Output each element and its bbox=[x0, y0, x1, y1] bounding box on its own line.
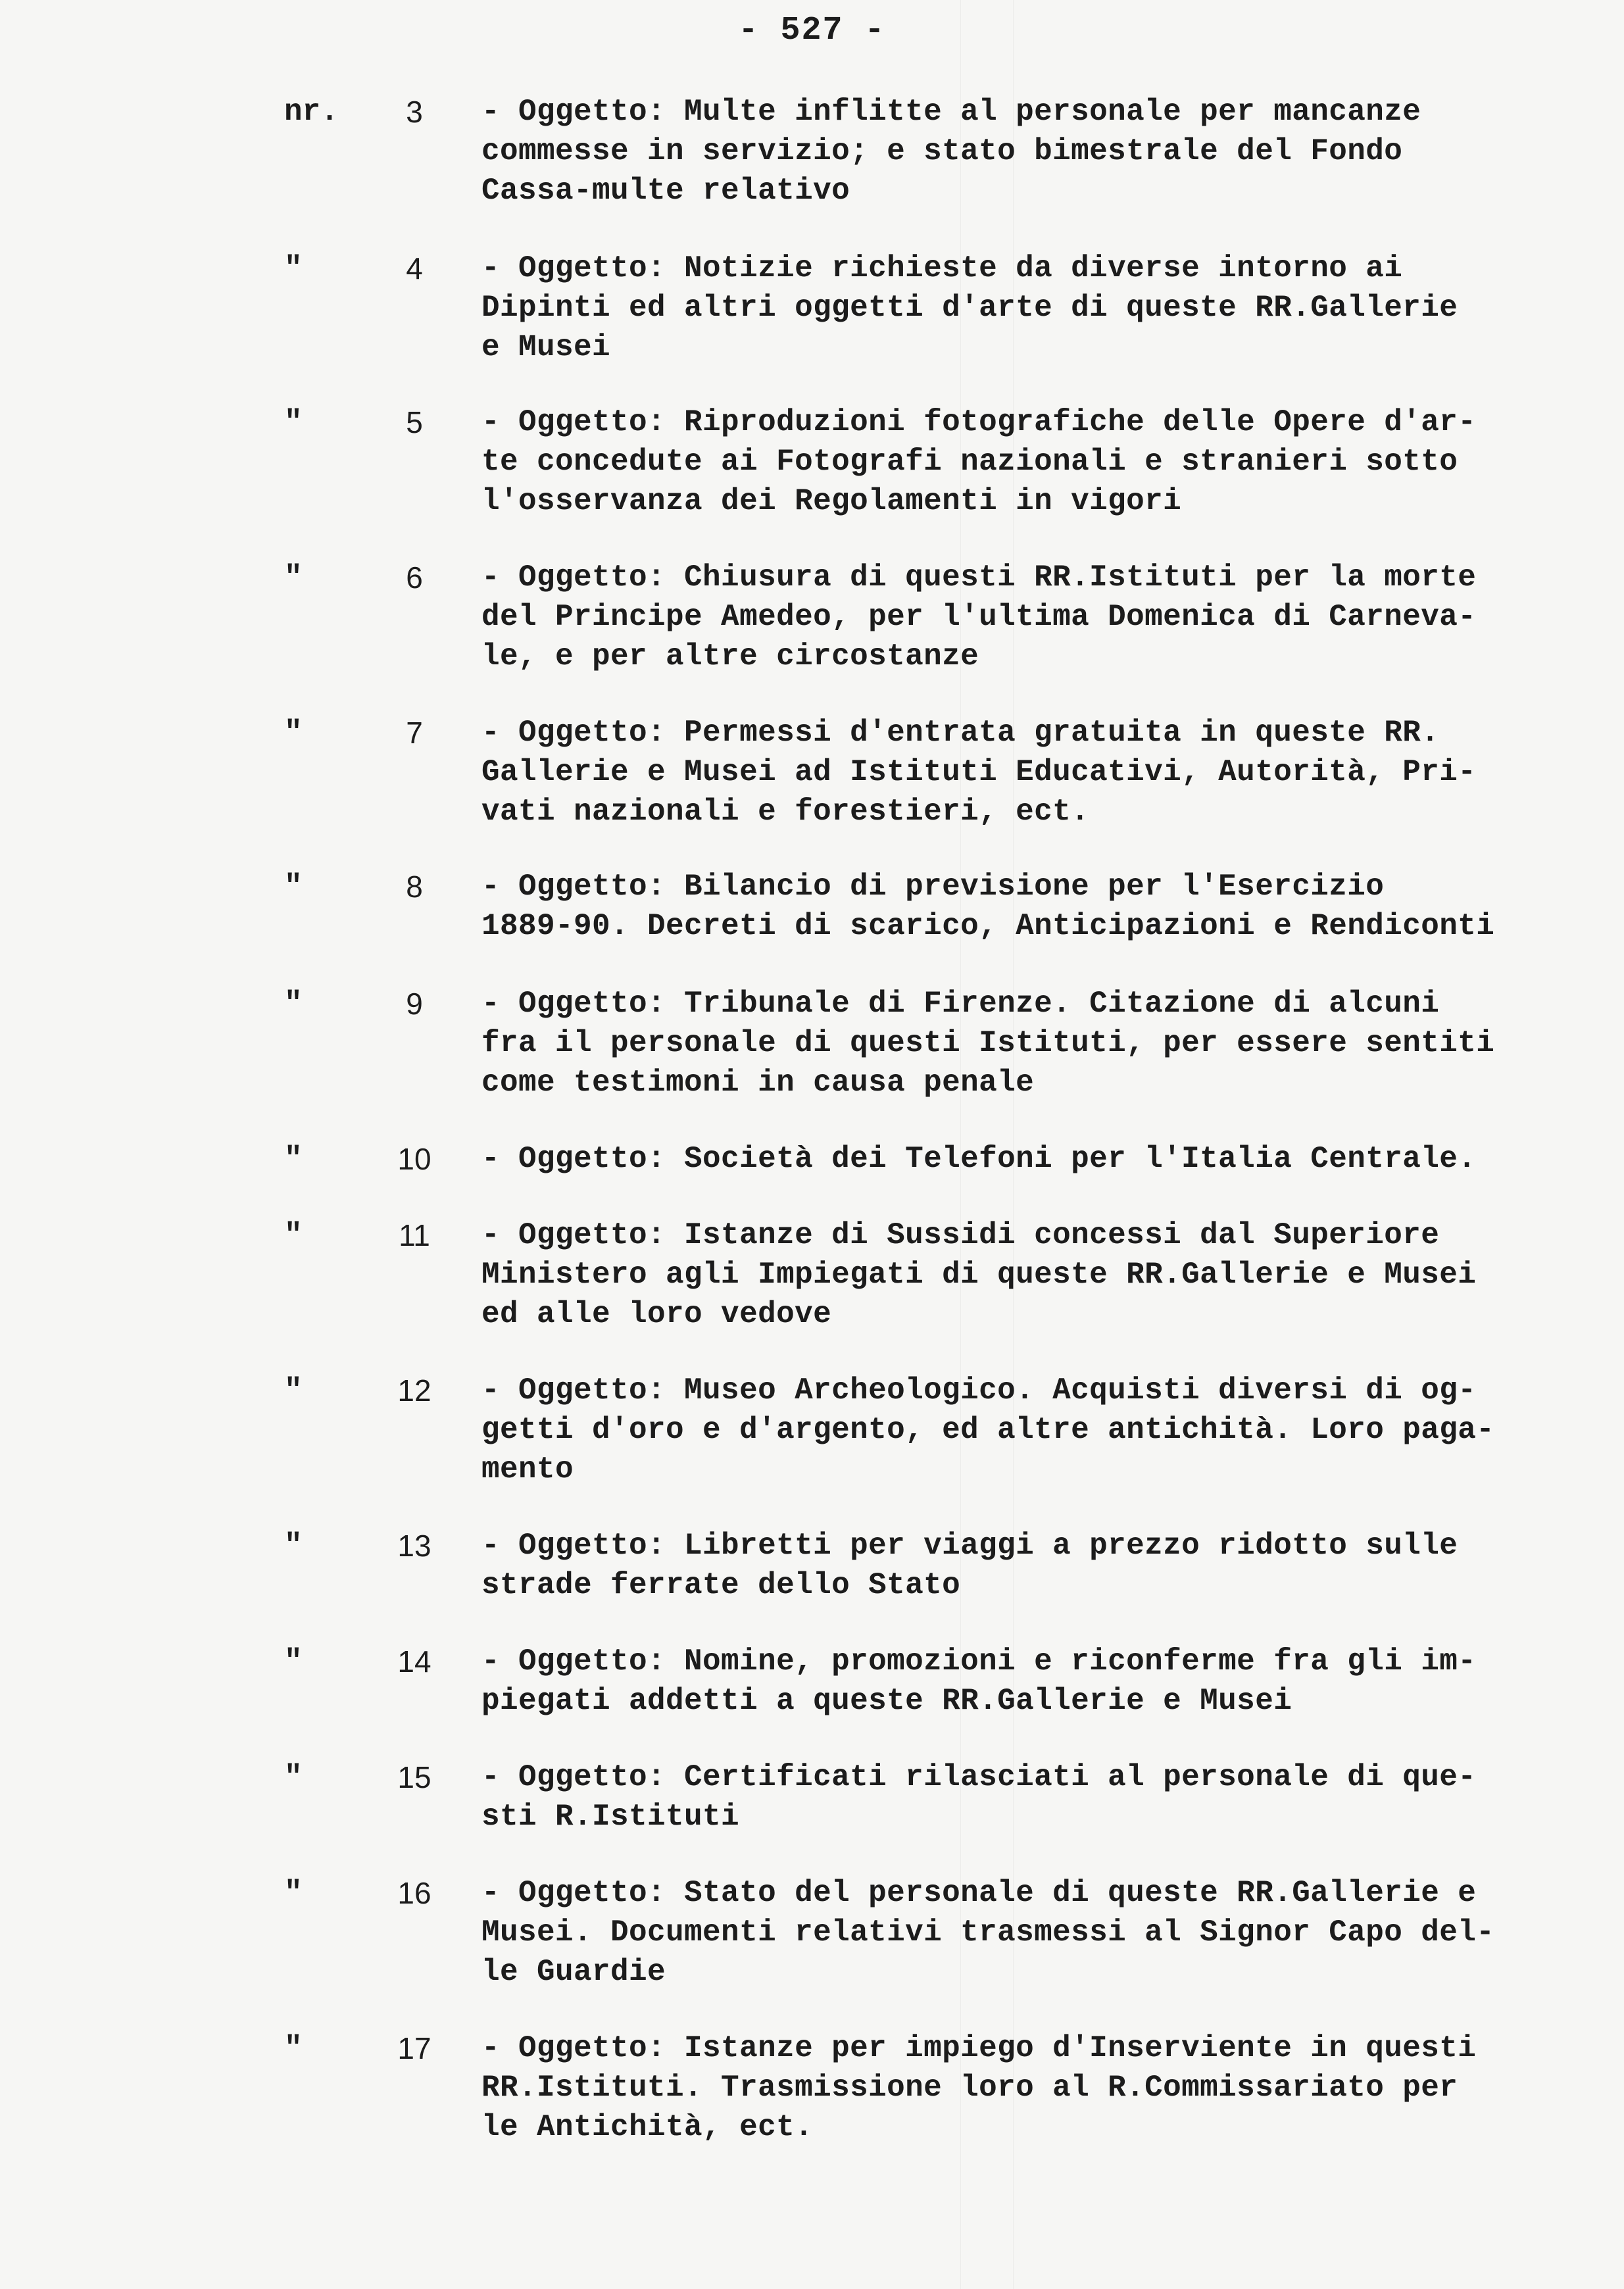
entry-prefix: " bbox=[284, 1644, 303, 1679]
entry-text-line: - Oggetto: Notizie richieste da diverse intorno ai bbox=[481, 251, 1403, 285]
entry-text bbox=[481, 713, 1476, 831]
entry-text-line: - Oggetto: Multe inflitte al personale per mancanze bbox=[481, 95, 1421, 129]
entry-text-line: - Oggetto: Museo Archeologico. Acquisti diversi di og- bbox=[481, 1373, 1477, 1408]
entry-text bbox=[481, 1873, 1494, 1992]
entry-text-line: come testimoni in causa penale bbox=[481, 1066, 1035, 1100]
entry-prefix: " bbox=[284, 405, 303, 439]
entry-text bbox=[481, 2029, 1476, 2147]
entry-text-line: e Musei bbox=[481, 330, 611, 364]
entry-text-line: le Guardie bbox=[481, 1955, 666, 1989]
entry-prefix: " bbox=[284, 560, 303, 595]
entry-number: 10 bbox=[397, 1142, 431, 1176]
entry-text bbox=[481, 867, 1494, 946]
entry-text-line: mento bbox=[481, 1452, 574, 1487]
entry-number: 4 bbox=[406, 251, 423, 285]
entry-text-line: piegati addetti a queste RR.Gallerie e Musei bbox=[481, 1684, 1292, 1718]
entry-number: 14 bbox=[397, 1644, 431, 1679]
entry-prefix: " bbox=[284, 1373, 303, 1408]
entry-number: 8 bbox=[406, 870, 423, 904]
entry-text bbox=[481, 1216, 1476, 1334]
entry-number: 16 bbox=[397, 1876, 431, 1910]
entry-text-line: Cassa-multe relativo bbox=[481, 174, 850, 208]
entry-text bbox=[481, 558, 1476, 676]
entry-prefix: " bbox=[284, 1218, 303, 1252]
entry-text-line: l'osservanza dei Regolamenti in vigori bbox=[481, 484, 1182, 518]
entry-prefix: " bbox=[284, 1876, 303, 1910]
entry-text-line: - Oggetto: Stato del personale di queste RR.Gallerie e bbox=[481, 1876, 1477, 1910]
entry-text-line: Dipinti ed altri oggetti d'arte di queste RR.Gallerie bbox=[481, 291, 1458, 325]
entry-text-line: vati nazionali e forestieri, ect. bbox=[481, 795, 1090, 829]
entry-number: 12 bbox=[397, 1373, 431, 1408]
entry-text bbox=[481, 984, 1494, 1102]
entry-text-line: - Oggetto: Permessi d'entrata gratuita in queste RR. bbox=[481, 716, 1440, 750]
entry-text bbox=[481, 403, 1476, 521]
entry-text-line: - Oggetto: Tribunale di Firenze. Citazione di alcuni bbox=[481, 987, 1440, 1021]
entry-text bbox=[481, 249, 1458, 367]
entry-number: 5 bbox=[406, 405, 423, 439]
entry-prefix: nr. bbox=[284, 95, 339, 129]
entry-text-line: sti R.Istituti bbox=[481, 1800, 740, 1834]
entry-text bbox=[481, 1371, 1494, 1489]
entry-text-line: - Oggetto: Libretti per viaggi a prezzo ridotto sulle bbox=[481, 1529, 1458, 1563]
entry-text-line: - Oggetto: Chiusura di questi RR.Istituti per la morte bbox=[481, 560, 1477, 595]
entry-prefix: " bbox=[284, 1760, 303, 1794]
entry-prefix: " bbox=[284, 1529, 303, 1563]
entry-text-line: le, e per altre circostanze bbox=[481, 639, 979, 674]
entry-prefix: " bbox=[284, 2031, 303, 2065]
entry-text-line: - Oggetto: Istanze di Sussidi concessi dal Superiore bbox=[481, 1218, 1440, 1252]
entry-prefix: " bbox=[284, 1142, 303, 1176]
entry-number: 15 bbox=[397, 1760, 431, 1794]
entry-text bbox=[481, 1758, 1476, 1836]
entry-text-line: 1889-90. Decreti di scarico, Anticipazioni e Rendiconti bbox=[481, 909, 1495, 943]
entry-prefix: " bbox=[284, 870, 303, 904]
entry-text-line: te concedute ai Fotografi nazionali e stranieri sotto bbox=[481, 445, 1458, 479]
entry-text bbox=[481, 1526, 1458, 1605]
entry-prefix: " bbox=[284, 716, 303, 750]
entry-number: 6 bbox=[406, 560, 423, 595]
entry-text-line: - Oggetto: Nomine, promozioni e riconferme fra gli im- bbox=[481, 1644, 1477, 1679]
entry-text-line: del Principe Amedeo, per l'ultima Domenica di Carneva- bbox=[481, 600, 1477, 634]
entry-text-line: - Oggetto: Società dei Telefoni per l'Italia Centrale. bbox=[481, 1142, 1477, 1176]
entry-text bbox=[481, 1139, 1476, 1179]
entry-text-line: - Oggetto: Istanze per impiego d'Inserviente in questi bbox=[481, 2031, 1477, 2065]
entry-text-line: Ministero agli Impiegati di queste RR.Gallerie e Musei bbox=[481, 1258, 1477, 1292]
entry-text-line: fra il personale di questi Istituti, per essere sentiti bbox=[481, 1026, 1495, 1060]
entry-text-line: RR.Istituti. Trasmissione loro al R.Commissariato per bbox=[481, 2071, 1458, 2105]
entry-number: 7 bbox=[406, 716, 423, 750]
entry-number: 17 bbox=[397, 2031, 431, 2065]
entry-text-line: getti d'oro e d'argento, ed altre antichità. Loro paga- bbox=[481, 1413, 1495, 1447]
entry-text-line: commesse in servizio; e stato bimestrale del Fondo bbox=[481, 134, 1403, 168]
entry-text-line: le Antichità, ect. bbox=[481, 2110, 814, 2144]
entry-text bbox=[481, 1642, 1476, 1721]
entry-prefix: " bbox=[284, 251, 303, 285]
entry-number: 11 bbox=[399, 1218, 430, 1252]
entry-number: 9 bbox=[406, 987, 423, 1021]
entry-number: 13 bbox=[397, 1529, 431, 1563]
entry-text-line: - Oggetto: Bilancio di previsione per l'Esercizio bbox=[481, 870, 1385, 904]
entry-prefix: " bbox=[284, 987, 303, 1021]
entry-text-line: - Oggetto: Riproduzioni fotografiche delle Opere d'ar- bbox=[481, 405, 1477, 439]
page-number: - 527 - bbox=[738, 12, 886, 49]
entry-text-line: ed alle loro vedove bbox=[481, 1297, 832, 1331]
entry-text-line: - Oggetto: Certificati rilasciati al personale di que- bbox=[481, 1760, 1477, 1794]
entry-text bbox=[481, 92, 1421, 210]
entry-text-line: Musei. Documenti relativi trasmessi al Signor Capo del- bbox=[481, 1915, 1495, 1950]
entry-text-line: strade ferrate dello Stato bbox=[481, 1568, 961, 1602]
entry-text-line: Gallerie e Musei ad Istituti Educativi, Autorità, Pri- bbox=[481, 755, 1477, 789]
entry-number: 3 bbox=[406, 95, 423, 129]
